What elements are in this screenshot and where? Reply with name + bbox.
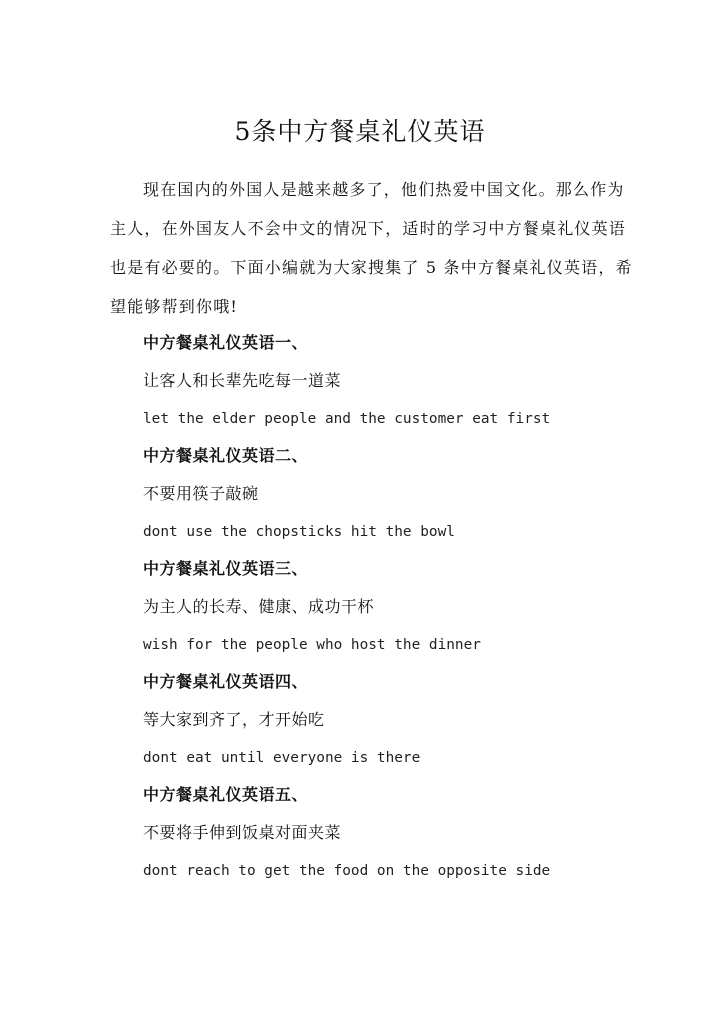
intro-line: 现在国内的外国人是越来越多了，他们热爱中国文化。那么作为: [143, 180, 625, 199]
section-chinese-text: 不要将手伸到饭桌对面夹菜: [143, 823, 342, 842]
section-english-text: dont use the chopsticks hit the bowl: [143, 524, 455, 540]
section-heading: 中方餐桌礼仪英语一、: [143, 333, 309, 352]
section-chinese-text: 不要用筷子敲碗: [143, 484, 259, 503]
intro-line: 主人，在外国友人不会中文的情况下，适时的学习中方餐桌礼仪英语: [110, 219, 627, 238]
section-english-text: let the elder people and the customer eat first: [143, 411, 551, 427]
section-chinese-text: 为主人的长寿、健康、成功干杯: [143, 597, 375, 616]
section-english-text: wish for the people who host the dinner: [143, 637, 481, 653]
section-heading: 中方餐桌礼仪英语二、: [143, 446, 309, 465]
section-english-text: dont reach to get the food on the opposite side: [143, 863, 551, 879]
intro-line: 也是有必要的。下面小编就为大家搜集了 5 条中方餐桌礼仪英语，希: [110, 258, 633, 277]
section-heading: 中方餐桌礼仪英语五、: [143, 785, 309, 804]
section-english-text: dont eat until everyone is there: [143, 750, 421, 766]
intro-line: 望能够帮到你哦!: [110, 297, 239, 316]
document-title: 5条中方餐桌礼仪英语: [234, 117, 486, 146]
section-heading: 中方餐桌礼仪英语四、: [143, 672, 309, 691]
section-chinese-text: 让客人和长辈先吃每一道菜: [143, 371, 342, 390]
section-chinese-text: 等大家到齐了，才开始吃: [143, 710, 325, 729]
section-heading: 中方餐桌礼仪英语三、: [143, 559, 309, 578]
